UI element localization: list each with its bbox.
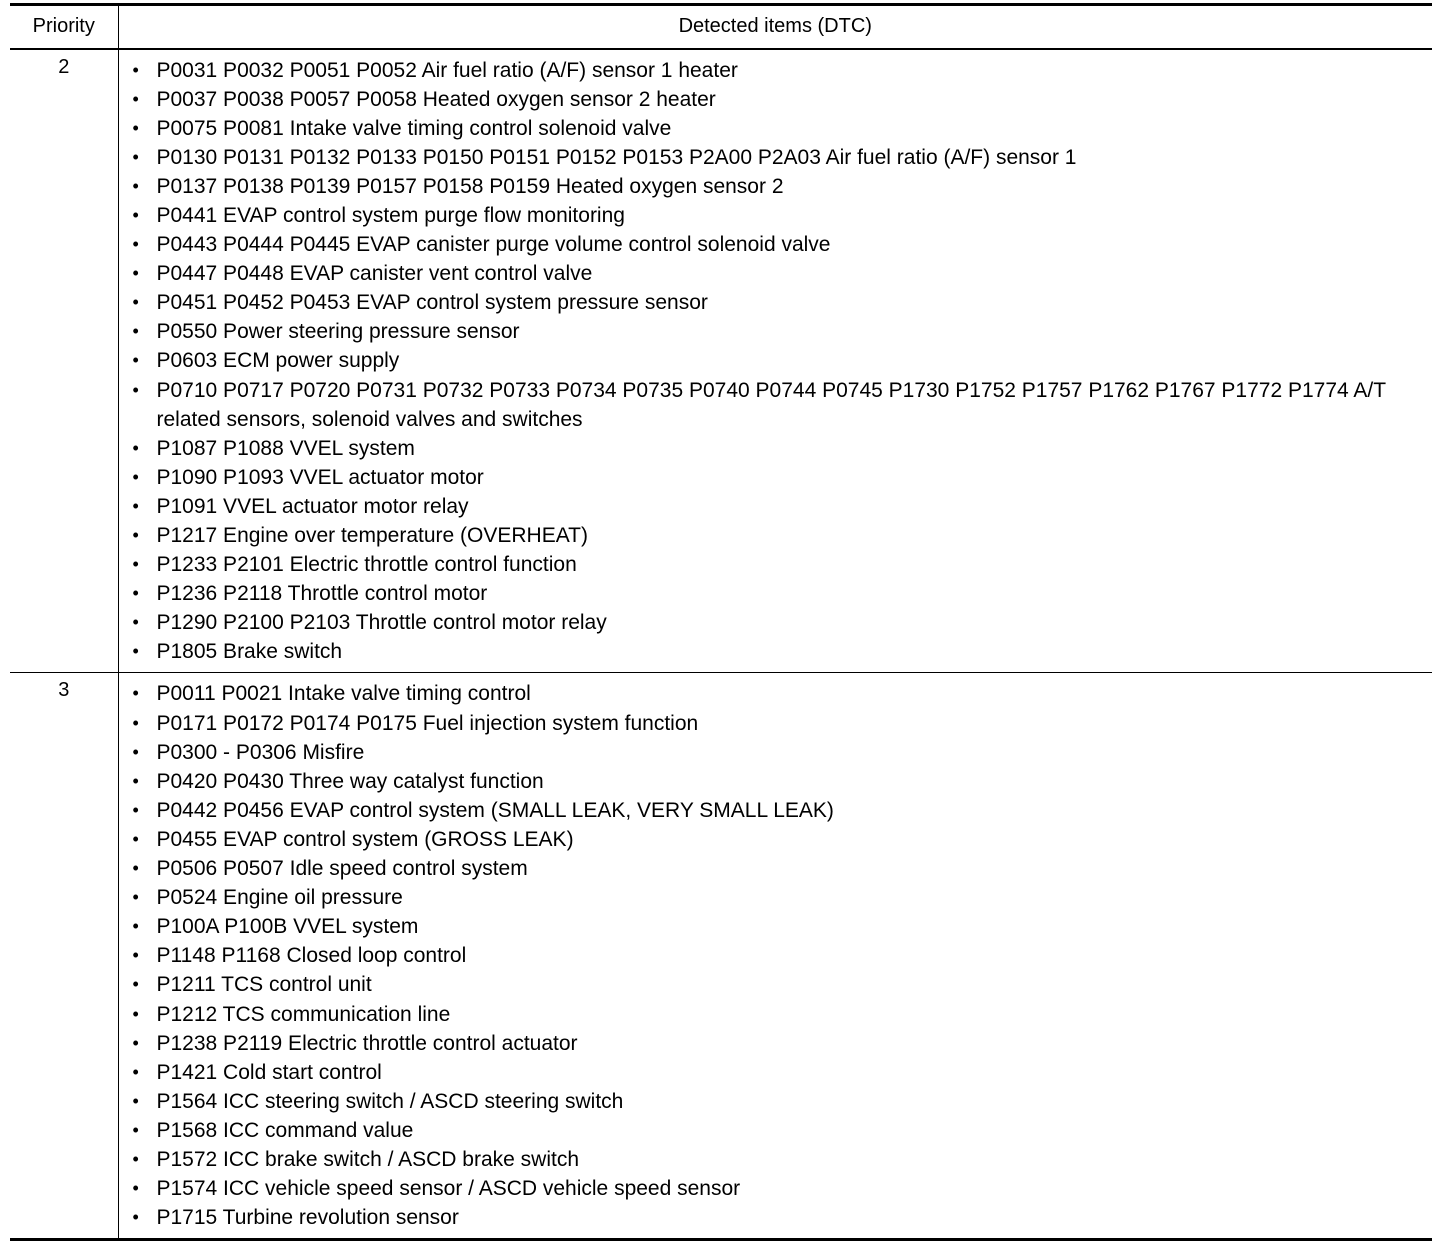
dtc-item-text: P1572 ICC brake switch / ASCD brake switch xyxy=(156,1147,580,1171)
list-item xyxy=(119,854,1433,883)
detected-items-cell xyxy=(118,49,1432,673)
dtc-list xyxy=(119,56,1433,667)
list-item xyxy=(119,1116,1433,1145)
dtc-item-text: P1090 P1093 VVEL actuator motor xyxy=(156,465,484,489)
dtc-item-text: P1574 ICC vehicle speed sensor / ASCD vehicle speed sensor xyxy=(156,1177,741,1201)
dtc-priority-table xyxy=(10,3,1432,1241)
bullet-icon: • xyxy=(132,858,139,879)
bullet-icon: • xyxy=(132,770,139,791)
list-item xyxy=(119,492,1433,521)
list-item xyxy=(119,679,1433,708)
dtc-item-text: P1236 P2118 Throttle control motor xyxy=(156,582,488,606)
bullet-icon: • xyxy=(132,321,139,342)
bullet-icon: • xyxy=(132,437,139,458)
header-row xyxy=(10,5,1432,49)
list-item xyxy=(119,767,1433,796)
header-priority: Priority xyxy=(10,5,118,49)
dtc-item-text: P1568 ICC command value xyxy=(156,1118,414,1142)
list-item xyxy=(119,1029,1433,1058)
dtc-item-text: P1715 Turbine revolution sensor xyxy=(156,1206,459,1230)
dtc-item-text: P1238 P2119 Electric throttle control actuator xyxy=(156,1031,578,1055)
list-item xyxy=(119,796,1433,825)
bullet-icon: • xyxy=(132,234,139,255)
bullet-icon: • xyxy=(132,612,139,633)
list-item xyxy=(119,259,1433,288)
table-body xyxy=(10,49,1432,1240)
list-item xyxy=(119,1203,1433,1232)
list-item xyxy=(119,550,1433,579)
dtc-item-text: P0524 Engine oil pressure xyxy=(156,886,403,910)
dtc-list xyxy=(119,679,1433,1232)
list-item xyxy=(119,288,1433,317)
list-item xyxy=(119,1058,1433,1087)
bullet-icon: • xyxy=(132,916,139,937)
bullet-icon: • xyxy=(132,583,139,604)
bullet-icon: • xyxy=(132,292,139,313)
detected-items-cell xyxy=(118,673,1432,1240)
list-item xyxy=(119,637,1433,666)
list-item xyxy=(119,376,1433,434)
list-item xyxy=(119,434,1433,463)
bullet-icon: • xyxy=(132,379,139,400)
dtc-item-text: P0137 P0138 P0139 P0157 P0158 P0159 Heated oxygen sensor 2 xyxy=(156,174,784,198)
dtc-item-text: P0710 P0717 P0720 P0731 P0732 P0733 P0734 P0735 P0740 P0744 P0745 P1730 P1752 P1757 P1762 P1767 P1772 P1774 A/T related sensors, solenoid valves and switches xyxy=(156,378,1386,431)
header-detected-items: Detected items (DTC) xyxy=(678,15,872,38)
list-item xyxy=(119,201,1433,230)
dtc-item-text: P0011 P0021 Intake valve timing control xyxy=(156,682,531,706)
dtc-item-text: P1211 TCS control unit xyxy=(156,973,372,997)
list-item xyxy=(119,608,1433,637)
dtc-item-text: P0447 P0448 EVAP canister vent control valve xyxy=(156,262,593,286)
list-item xyxy=(119,579,1433,608)
dtc-item-text: P1290 P2100 P2103 Throttle control motor relay xyxy=(156,611,607,635)
dtc-item-text: P100A P100B VVEL system xyxy=(156,915,419,939)
bullet-icon: • xyxy=(132,1003,139,1024)
list-item xyxy=(119,883,1433,912)
dtc-item-text: P1091 VVEL actuator motor relay xyxy=(156,494,469,518)
table-header xyxy=(10,5,1432,49)
priority-cell: 2 xyxy=(10,49,118,673)
dtc-item-text: P0506 P0507 Idle speed control system xyxy=(156,857,528,881)
list-item xyxy=(119,346,1433,375)
list-item xyxy=(119,1000,1433,1029)
bullet-icon: • xyxy=(132,1119,139,1140)
bullet-icon: • xyxy=(132,1032,139,1053)
dtc-item-text: P0443 P0444 P0445 EVAP canister purge volume control solenoid valve xyxy=(156,233,831,257)
bullet-icon: • xyxy=(132,1061,139,1082)
dtc-item-text: P1421 Cold start control xyxy=(156,1060,382,1084)
dtc-item-text: P1805 Brake switch xyxy=(156,640,343,664)
list-item xyxy=(119,317,1433,346)
dtc-item-text: P0130 P0131 P0132 P0133 P0150 P0151 P0152 P0153 P2A00 P2A03 Air fuel ratio (A/F) sensor 1 xyxy=(156,145,1077,169)
dtc-item-text: P0031 P0032 P0051 P0052 Air fuel ratio (A/F) sensor 1 heater xyxy=(156,58,738,82)
dtc-item-text: P0442 P0456 EVAP control system (SMALL LEAK, VERY SMALL LEAK) xyxy=(156,798,834,822)
list-item xyxy=(119,738,1433,767)
bullet-icon: • xyxy=(132,117,139,138)
bullet-icon: • xyxy=(132,887,139,908)
bullet-icon: • xyxy=(132,641,139,662)
dtc-item-text: P0451 P0452 P0453 EVAP control system pressure sensor xyxy=(156,291,708,315)
table-row xyxy=(10,49,1432,673)
bullet-icon: • xyxy=(132,974,139,995)
list-item xyxy=(119,1087,1433,1116)
bullet-icon: • xyxy=(132,204,139,225)
bullet-icon: • xyxy=(132,88,139,109)
bullet-icon: • xyxy=(132,59,139,80)
dtc-item-text: P1087 P1088 VVEL system xyxy=(156,436,415,460)
list-item xyxy=(119,521,1433,550)
list-item xyxy=(119,85,1433,114)
dtc-item-text: P1233 P2101 Electric throttle control function xyxy=(156,553,577,577)
bullet-icon: • xyxy=(132,828,139,849)
priority-cell: 3 xyxy=(10,673,118,1240)
bullet-icon: • xyxy=(132,683,139,704)
list-item xyxy=(119,1145,1433,1174)
dtc-item-text: P0300 - P0306 Misfire xyxy=(156,740,365,764)
list-item xyxy=(119,970,1433,999)
dtc-item-text: P0455 EVAP control system (GROSS LEAK) xyxy=(156,827,574,851)
bullet-icon: • xyxy=(132,712,139,733)
bullet-icon: • xyxy=(132,945,139,966)
list-item xyxy=(119,114,1433,143)
bullet-icon: • xyxy=(132,495,139,516)
bullet-icon: • xyxy=(132,1090,139,1111)
dtc-item-text: P1217 Engine over temperature (OVERHEAT) xyxy=(156,524,588,547)
bullet-icon: • xyxy=(132,1178,139,1199)
bullet-icon: • xyxy=(132,525,139,545)
list-item xyxy=(119,912,1433,941)
bullet-icon: • xyxy=(132,1148,139,1169)
list-item xyxy=(119,56,1433,85)
bullet-icon: • xyxy=(132,466,139,487)
dtc-item-text: P0037 P0038 P0057 P0058 Heated oxygen sensor 2 heater xyxy=(156,87,716,111)
list-item xyxy=(119,172,1433,201)
list-item xyxy=(119,1174,1433,1203)
dtc-item-text: P0420 P0430 Three way catalyst function xyxy=(156,769,544,793)
dtc-item-text: P1212 TCS communication line xyxy=(156,1002,451,1026)
dtc-item-text: P0171 P0172 P0174 P0175 Fuel injection system function xyxy=(156,711,699,735)
list-item xyxy=(119,230,1433,259)
dtc-item-text: P0075 P0081 Intake valve timing control solenoid valve xyxy=(156,116,672,140)
bullet-icon: • xyxy=(132,350,139,371)
table-row xyxy=(10,673,1432,1240)
bullet-icon: • xyxy=(132,263,139,284)
bullet-icon: • xyxy=(132,554,139,575)
dtc-item-text: P0603 ECM power supply xyxy=(156,349,400,373)
bullet-icon: • xyxy=(132,175,139,196)
dtc-item-text: P1148 P1168 Closed loop control xyxy=(156,944,467,968)
bullet-icon: • xyxy=(132,146,139,167)
bullet-icon: • xyxy=(132,799,139,820)
dtc-item-text: P0441 EVAP control system purge flow monitoring xyxy=(156,203,625,227)
dtc-item-text: P1564 ICC steering switch / ASCD steering switch xyxy=(156,1089,624,1113)
bullet-icon: • xyxy=(132,1207,139,1228)
list-item xyxy=(119,941,1433,970)
list-item xyxy=(119,825,1433,854)
dtc-item-text: P0550 Power steering pressure sensor xyxy=(156,320,520,344)
bullet-icon: • xyxy=(132,741,139,762)
list-item xyxy=(119,463,1433,492)
list-item xyxy=(119,143,1433,172)
list-item xyxy=(119,709,1433,738)
